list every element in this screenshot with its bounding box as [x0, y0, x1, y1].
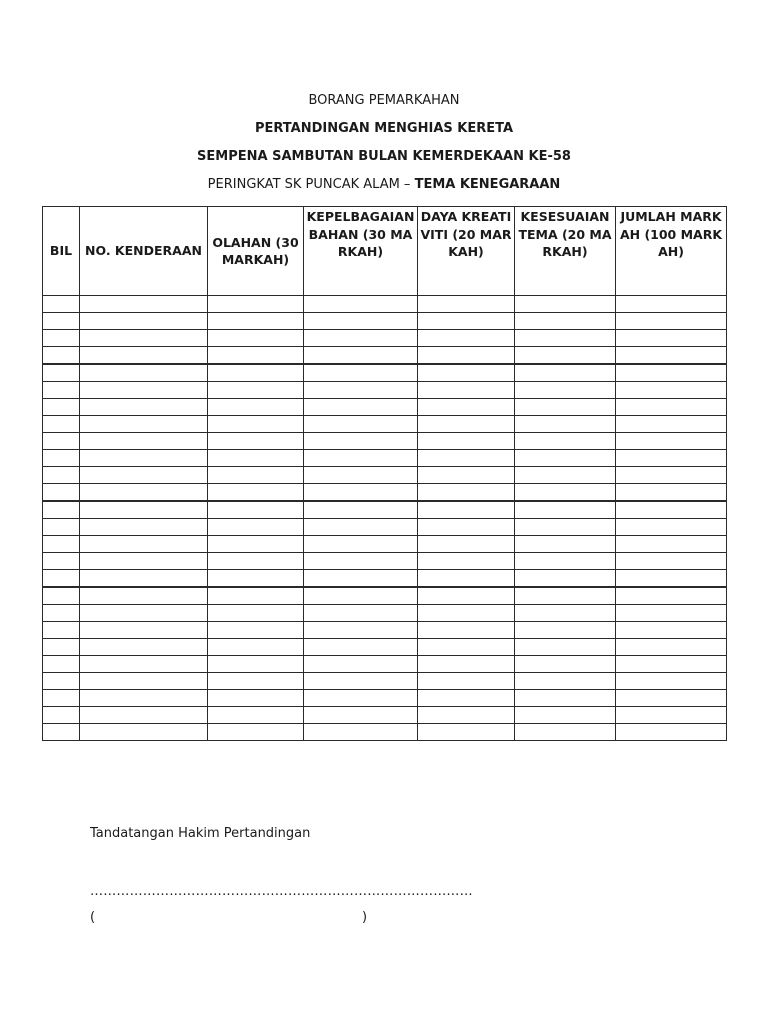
table-cell[interactable] — [208, 347, 304, 365]
form-title: BORANG PEMARKAHAN — [308, 93, 460, 108]
col-header-olahan: OLAHAN (30 MARKAH) — [208, 207, 304, 296]
table-row — [43, 364, 727, 382]
table-cell[interactable] — [43, 399, 80, 416]
table-cell[interactable] — [304, 501, 418, 519]
table-cell[interactable] — [616, 570, 727, 588]
table-cell[interactable] — [304, 519, 418, 536]
table-cell[interactable] — [43, 605, 80, 622]
table-cell[interactable] — [616, 330, 727, 347]
table-cell[interactable] — [80, 347, 208, 365]
table-cell[interactable] — [616, 313, 727, 330]
table-cell[interactable] — [43, 450, 80, 467]
table-cell[interactable] — [515, 467, 616, 484]
table-cell[interactable] — [43, 587, 80, 605]
table-cell[interactable] — [304, 364, 418, 382]
table-cell[interactable] — [515, 382, 616, 399]
table-cell[interactable] — [616, 673, 727, 690]
table-cell[interactable] — [208, 382, 304, 399]
table-row — [43, 467, 727, 484]
table-row — [43, 570, 727, 588]
table-cell[interactable] — [304, 467, 418, 484]
table-cell[interactable] — [418, 313, 515, 330]
table-row — [43, 330, 727, 347]
table-cell[interactable] — [80, 433, 208, 450]
table-cell[interactable] — [80, 330, 208, 347]
table-cell[interactable] — [418, 382, 515, 399]
table-cell[interactable] — [43, 382, 80, 399]
table-cell[interactable] — [515, 673, 616, 690]
table-cell[interactable] — [616, 639, 727, 656]
table-row — [43, 707, 727, 724]
table-cell[interactable] — [418, 536, 515, 553]
table-cell[interactable] — [80, 484, 208, 502]
table-cell[interactable] — [515, 364, 616, 382]
table-cell[interactable] — [515, 656, 616, 673]
table-cell[interactable] — [208, 536, 304, 553]
table-cell[interactable] — [80, 707, 208, 724]
table-cell[interactable] — [80, 553, 208, 570]
table-row — [43, 724, 727, 741]
table-cell[interactable] — [304, 313, 418, 330]
signature-line: …………………………………………………………………………… — [90, 884, 473, 899]
table-cell[interactable] — [616, 416, 727, 433]
table-cell[interactable] — [418, 656, 515, 673]
col-header-jumlah-markah: JUMLAH MARKAH (100 MARKAH) — [616, 207, 727, 296]
table-cell[interactable] — [43, 673, 80, 690]
table-cell[interactable] — [515, 330, 616, 347]
table-cell[interactable] — [80, 399, 208, 416]
table-cell[interactable] — [304, 450, 418, 467]
table-cell[interactable] — [80, 364, 208, 382]
table-cell[interactable] — [304, 639, 418, 656]
table-cell[interactable] — [418, 553, 515, 570]
table-cell[interactable] — [515, 347, 616, 365]
table-cell[interactable] — [418, 467, 515, 484]
table-cell[interactable] — [43, 313, 80, 330]
table-cell[interactable] — [80, 536, 208, 553]
table-cell[interactable] — [304, 536, 418, 553]
table-cell[interactable] — [616, 467, 727, 484]
table-cell[interactable] — [43, 570, 80, 588]
table-cell[interactable] — [208, 570, 304, 588]
table-cell[interactable] — [304, 673, 418, 690]
table-row — [43, 484, 727, 502]
table-cell[interactable] — [43, 536, 80, 553]
table-cell[interactable] — [418, 587, 515, 605]
table-cell[interactable] — [418, 296, 515, 313]
table-cell[interactable] — [515, 707, 616, 724]
table-cell[interactable] — [304, 707, 418, 724]
table-cell[interactable] — [616, 536, 727, 553]
table-cell[interactable] — [515, 622, 616, 639]
table-cell[interactable] — [304, 622, 418, 639]
competition-title: PERTANDINGAN MENGHIAS KERETA — [254, 121, 514, 136]
table-cell[interactable] — [43, 433, 80, 450]
table-cell[interactable] — [304, 656, 418, 673]
table-cell[interactable] — [515, 639, 616, 656]
table-cell[interactable] — [80, 296, 208, 313]
table-cell[interactable] — [616, 622, 727, 639]
table-cell[interactable] — [515, 399, 616, 416]
table-cell[interactable] — [304, 724, 418, 741]
table-row — [43, 347, 727, 365]
table-cell[interactable] — [208, 673, 304, 690]
table-cell[interactable] — [304, 399, 418, 416]
table-cell[interactable] — [418, 707, 515, 724]
table-cell[interactable] — [43, 330, 80, 347]
table-cell[interactable] — [418, 484, 515, 502]
table-cell[interactable] — [515, 553, 616, 570]
table-cell[interactable] — [304, 433, 418, 450]
table-cell[interactable] — [208, 656, 304, 673]
table-cell[interactable] — [515, 536, 616, 553]
table-row — [43, 296, 727, 313]
table-cell[interactable] — [208, 622, 304, 639]
name-close-paren: ) — [362, 910, 368, 925]
table-cell[interactable] — [418, 605, 515, 622]
table-cell[interactable] — [208, 639, 304, 656]
table-row — [43, 690, 727, 707]
table-cell[interactable] — [616, 587, 727, 605]
table-cell[interactable] — [208, 484, 304, 502]
signature-label: Tandatangan Hakim Pertandingan — [90, 826, 311, 841]
table-row — [43, 416, 727, 433]
table-cell[interactable] — [616, 707, 727, 724]
table-cell[interactable] — [208, 724, 304, 741]
theme-title: TEMA KENEGARAAN — [414, 177, 561, 192]
table-cell[interactable] — [515, 501, 616, 519]
table-cell[interactable] — [418, 724, 515, 741]
level-title — [0, 177, 768, 193]
table-cell[interactable] — [208, 416, 304, 433]
table-row — [43, 433, 727, 450]
table-cell[interactable] — [80, 622, 208, 639]
table-cell[interactable] — [208, 690, 304, 707]
table-cell[interactable] — [80, 313, 208, 330]
table-cell[interactable] — [616, 724, 727, 741]
table-row — [43, 501, 727, 519]
table-cell[interactable] — [43, 553, 80, 570]
col-header-kepelbagaian-bahan: KEPELBAGAIAN BAHAN (30 MARKAH) — [304, 207, 418, 296]
table-cell[interactable] — [80, 673, 208, 690]
table-cell[interactable] — [304, 330, 418, 347]
table-cell[interactable] — [208, 313, 304, 330]
table-cell[interactable] — [80, 450, 208, 467]
table-cell[interactable] — [418, 330, 515, 347]
table-cell[interactable] — [515, 433, 616, 450]
table-cell[interactable] — [43, 484, 80, 502]
table-cell[interactable] — [304, 347, 418, 365]
table-cell[interactable] — [515, 570, 616, 588]
table-cell[interactable] — [616, 347, 727, 365]
table-cell[interactable] — [515, 450, 616, 467]
table-cell[interactable] — [418, 673, 515, 690]
table-cell[interactable] — [616, 605, 727, 622]
table-cell[interactable] — [616, 501, 727, 519]
table-cell[interactable] — [616, 656, 727, 673]
table-cell[interactable] — [80, 690, 208, 707]
table-cell[interactable] — [418, 450, 515, 467]
table-cell[interactable] — [304, 382, 418, 399]
table-cell[interactable] — [43, 707, 80, 724]
table-cell[interactable] — [616, 399, 727, 416]
table-row — [43, 587, 727, 605]
table-cell[interactable] — [43, 296, 80, 313]
table-cell[interactable] — [43, 347, 80, 365]
table-cell[interactable] — [208, 450, 304, 467]
table-cell[interactable] — [515, 724, 616, 741]
table-cell[interactable] — [616, 484, 727, 502]
table-cell[interactable] — [80, 382, 208, 399]
table-cell[interactable] — [43, 467, 80, 484]
table-cell[interactable] — [616, 519, 727, 536]
table-cell[interactable] — [43, 690, 80, 707]
table-cell[interactable] — [418, 501, 515, 519]
table-row — [43, 656, 727, 673]
table-cell[interactable] — [208, 296, 304, 313]
table-cell[interactable] — [80, 724, 208, 741]
table-cell[interactable] — [418, 622, 515, 639]
table-cell[interactable] — [208, 433, 304, 450]
table-row — [43, 605, 727, 622]
table-cell[interactable] — [80, 587, 208, 605]
table-cell[interactable] — [418, 639, 515, 656]
table-cell[interactable] — [616, 364, 727, 382]
table-cell[interactable] — [418, 416, 515, 433]
table-cell[interactable] — [616, 690, 727, 707]
table-cell[interactable] — [80, 605, 208, 622]
table-cell[interactable] — [80, 467, 208, 484]
table-row — [43, 553, 727, 570]
table-cell[interactable] — [515, 587, 616, 605]
table-cell[interactable] — [616, 382, 727, 399]
table-cell[interactable] — [418, 364, 515, 382]
table-cell[interactable] — [515, 605, 616, 622]
table-cell[interactable] — [418, 690, 515, 707]
table-cell[interactable] — [80, 656, 208, 673]
table-cell[interactable] — [43, 622, 80, 639]
table-cell[interactable] — [304, 605, 418, 622]
table-header-row — [43, 207, 727, 296]
col-header-kesesuaian-tema: KESESUAIAN TEMA (20 MARKAH) — [515, 207, 616, 296]
table-cell[interactable] — [616, 553, 727, 570]
occasion-title: SEMPENA SAMBUTAN BULAN KEMERDEKAAN KE-58 — [197, 149, 571, 164]
table-cell[interactable] — [208, 364, 304, 382]
col-header-bil: BIL — [43, 207, 80, 296]
table-cell[interactable] — [418, 347, 515, 365]
name-open-paren: ( — [90, 910, 96, 925]
table-cell[interactable] — [80, 639, 208, 656]
level-prefix: PERINGKAT SK PUNCAK ALAM – — [207, 177, 415, 192]
table-cell[interactable] — [208, 467, 304, 484]
table-cell[interactable] — [515, 313, 616, 330]
table-cell[interactable] — [418, 433, 515, 450]
table-cell[interactable] — [43, 656, 80, 673]
table-row — [43, 622, 727, 639]
table-cell[interactable] — [616, 450, 727, 467]
table-cell[interactable] — [304, 570, 418, 588]
table-cell[interactable] — [208, 399, 304, 416]
table-row — [43, 450, 727, 467]
table-cell[interactable] — [304, 484, 418, 502]
table-cell[interactable] — [304, 587, 418, 605]
table-cell[interactable] — [208, 501, 304, 519]
table-cell[interactable] — [43, 364, 80, 382]
table-cell[interactable] — [43, 416, 80, 433]
table-cell[interactable] — [43, 519, 80, 536]
table-cell[interactable] — [80, 501, 208, 519]
table-cell[interactable] — [208, 553, 304, 570]
table-row — [43, 639, 727, 656]
col-header-no-kenderaan: NO. KENDERAAN — [80, 207, 208, 296]
table-cell[interactable] — [208, 330, 304, 347]
table-cell[interactable] — [616, 296, 727, 313]
table-cell[interactable] — [80, 519, 208, 536]
table-row — [43, 313, 727, 330]
table-cell[interactable] — [515, 296, 616, 313]
table-cell[interactable] — [80, 416, 208, 433]
table-cell[interactable] — [43, 639, 80, 656]
table-cell[interactable] — [616, 433, 727, 450]
table-cell[interactable] — [208, 587, 304, 605]
table-cell[interactable] — [80, 570, 208, 588]
table-cell[interactable] — [43, 724, 80, 741]
col-header-daya-kreativiti: DAYA KREATIVITI (20 MARKAH) — [418, 207, 515, 296]
table-row — [43, 382, 727, 399]
table-cell[interactable] — [304, 553, 418, 570]
table-cell[interactable] — [304, 296, 418, 313]
table-row — [43, 399, 727, 416]
table-cell[interactable] — [418, 399, 515, 416]
table-cell[interactable] — [515, 416, 616, 433]
table-cell[interactable] — [418, 570, 515, 588]
table-cell[interactable] — [515, 484, 616, 502]
table-row — [43, 673, 727, 690]
table-cell[interactable] — [208, 519, 304, 536]
score-table — [42, 206, 727, 741]
score-table-body — [43, 296, 727, 741]
table-cell[interactable] — [515, 690, 616, 707]
table-cell[interactable] — [43, 501, 80, 519]
table-cell[interactable] — [304, 690, 418, 707]
table-row — [43, 536, 727, 553]
table-cell[interactable] — [418, 519, 515, 536]
table-row — [43, 519, 727, 536]
table-cell[interactable] — [515, 519, 616, 536]
table-cell[interactable] — [208, 605, 304, 622]
table-cell[interactable] — [304, 416, 418, 433]
table-cell[interactable] — [208, 707, 304, 724]
